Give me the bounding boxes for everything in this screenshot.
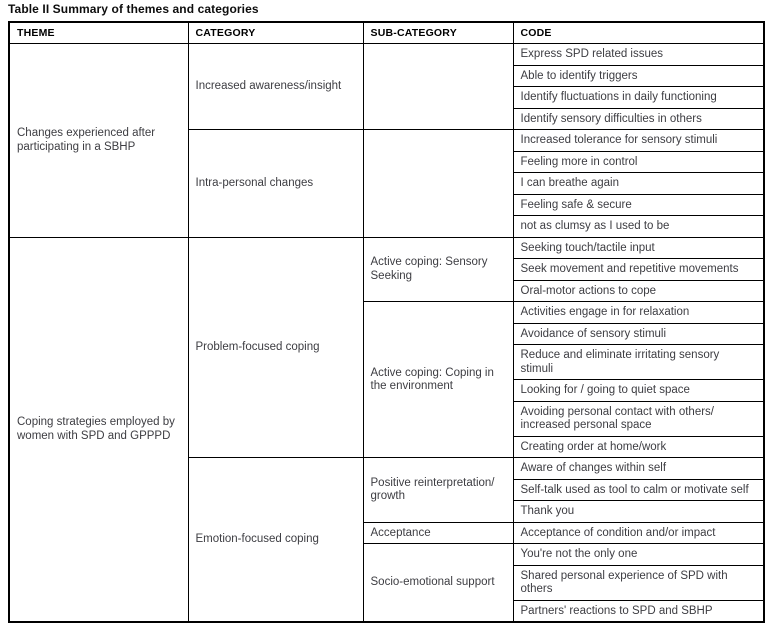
column-header-subcategory: SUB-CATEGORY bbox=[363, 22, 513, 44]
code-cell: Identify fluctuations in daily functioning bbox=[513, 87, 764, 109]
code-cell: Reduce and eliminate irritating sensory stimuli bbox=[513, 345, 764, 380]
theme-cell: Coping strategies employed by women with SPD and GPPPD bbox=[9, 237, 188, 622]
category-cell: Problem-focused coping bbox=[188, 237, 363, 458]
code-cell: Seek movement and repetitive movements bbox=[513, 259, 764, 281]
code-cell: not as clumsy as I used to be bbox=[513, 216, 764, 238]
code-cell: Seeking touch/tactile input bbox=[513, 237, 764, 259]
code-cell: Self-talk used as tool to calm or motivate self bbox=[513, 479, 764, 501]
code-cell: Shared personal experience of SPD with others bbox=[513, 565, 764, 600]
code-cell: Creating order at home/work bbox=[513, 436, 764, 458]
code-cell: Looking for / going to quiet space bbox=[513, 380, 764, 402]
code-cell: Partners' reactions to SPD and SBHP bbox=[513, 600, 764, 622]
code-cell: Acceptance of condition and/or impact bbox=[513, 522, 764, 544]
code-cell: Express SPD related issues bbox=[513, 44, 764, 66]
subcategory-cell: Active coping: Sensory Seeking bbox=[363, 237, 513, 302]
themes-table bbox=[8, 21, 765, 623]
subcategory-cell bbox=[363, 44, 513, 130]
column-header-category: CATEGORY bbox=[188, 22, 363, 44]
subcategory-cell: Socio-emotional support bbox=[363, 544, 513, 623]
subcategory-cell: Positive reinterpretation/ growth bbox=[363, 458, 513, 523]
code-cell: Increased tolerance for sensory stimuli bbox=[513, 130, 764, 152]
code-cell: Oral-motor actions to cope bbox=[513, 280, 764, 302]
page-title: Table II Summary of themes and categories bbox=[8, 2, 259, 16]
header-row bbox=[9, 22, 764, 44]
category-cell: Emotion-focused coping bbox=[188, 458, 363, 623]
code-cell: Avoidance of sensory stimuli bbox=[513, 323, 764, 345]
theme-cell: Changes experienced after participating in a SBHP bbox=[9, 44, 188, 238]
code-cell: I can breathe again bbox=[513, 173, 764, 195]
column-header-theme: THEME bbox=[9, 22, 188, 44]
subcategory-cell: Active coping: Coping in the environment bbox=[363, 302, 513, 458]
code-cell: Activities engage in for relaxation bbox=[513, 302, 764, 324]
code-cell: Feeling more in control bbox=[513, 151, 764, 173]
code-cell: Avoiding personal contact with others/ increased personal space bbox=[513, 401, 764, 436]
code-cell: Thank you bbox=[513, 501, 764, 523]
code-cell: Aware of changes within self bbox=[513, 458, 764, 480]
subcategory-cell: Acceptance bbox=[363, 522, 513, 544]
code-cell: You're not the only one bbox=[513, 544, 764, 566]
code-cell: Able to identify triggers bbox=[513, 65, 764, 87]
table-row bbox=[9, 44, 764, 66]
code-cell: Identify sensory difficulties in others bbox=[513, 108, 764, 130]
code-cell: Feeling safe & secure bbox=[513, 194, 764, 216]
table-row bbox=[9, 237, 764, 259]
column-header-code: CODE bbox=[513, 22, 764, 44]
subcategory-cell bbox=[363, 130, 513, 238]
table-body bbox=[9, 44, 764, 623]
category-cell: Increased awareness/insight bbox=[188, 44, 363, 130]
category-cell: Intra-personal changes bbox=[188, 130, 363, 238]
